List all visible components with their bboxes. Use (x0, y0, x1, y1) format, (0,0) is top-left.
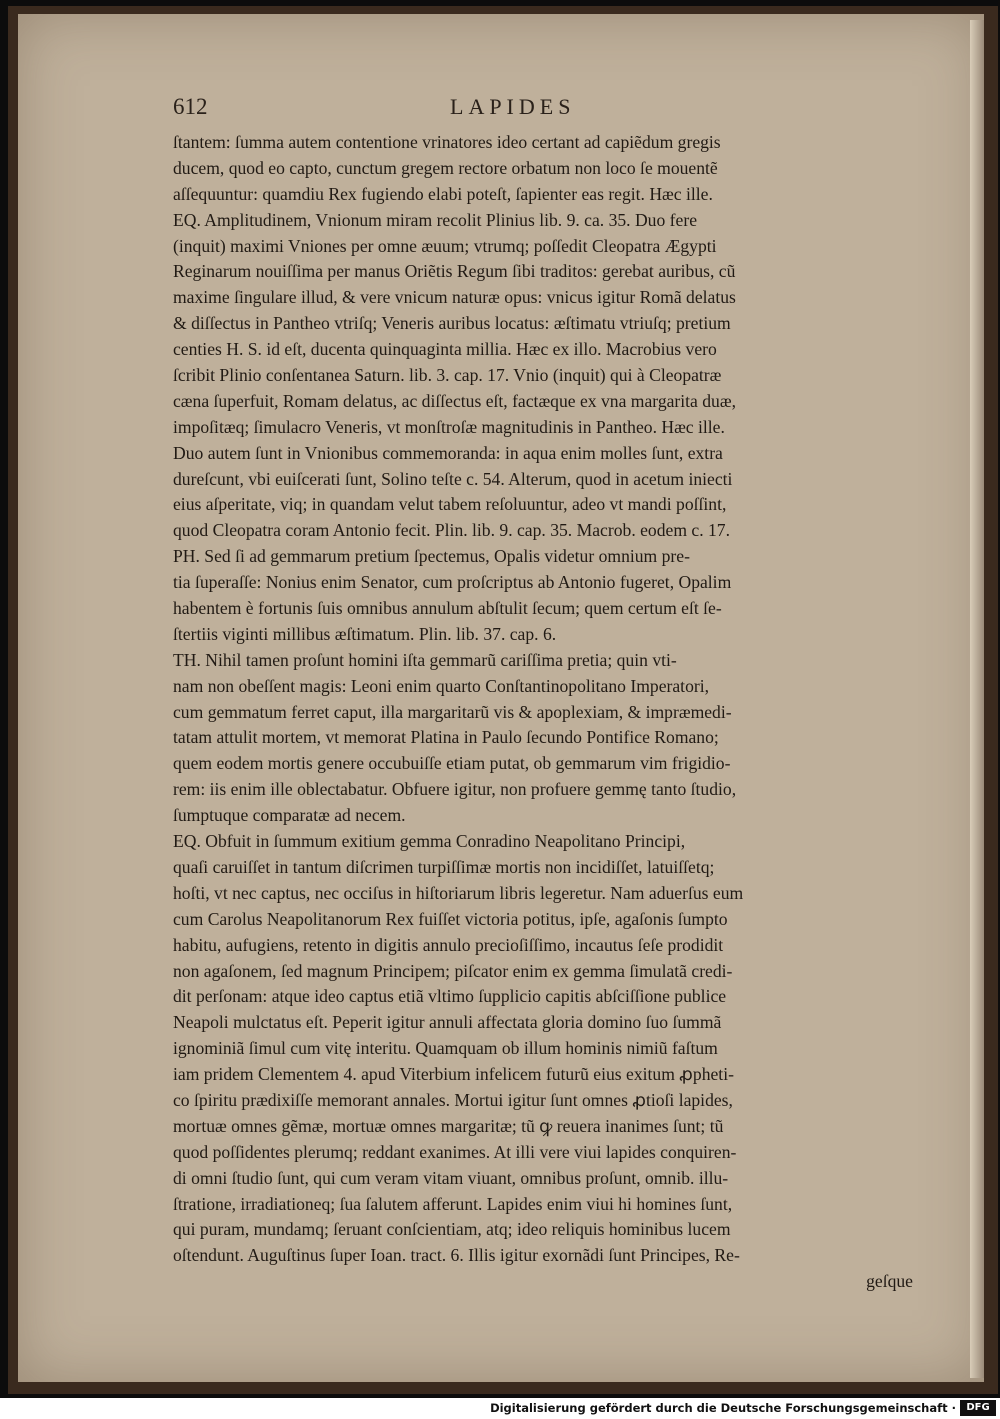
text-line: tatam attulit mortem, vt memorat Platina in Paulo ſecundo Pontifice Romano; (173, 727, 719, 748)
text-line: ſtantem: ſumma autem contentione vrinatores ideo certant ad capiẽdum gregis (173, 132, 721, 152)
text-line: dit perſonam: atque ideo captus etiã vltimo ſupplicio capitis abſciſſione publice (173, 986, 727, 1007)
text-line: cum Carolus Neapolitanorum Rex fuiſſet victoria potitus, ipſe, agaſonis ſumpto (173, 908, 728, 929)
text-line: habitu, aufugiens, retento in digitis annulo precioſiſſimo, incautus ſeſe prodidit (173, 934, 724, 955)
text-line: ignominiã ſimul cum vitę interitu. Quamquam ob illum hominis nimiũ faſtum (173, 1038, 718, 1059)
book-page (18, 14, 984, 1382)
text-line: impoſitæq; ſimulacro Veneris, vt monſtroſæ magnitudinis in Pantheo. Hæc ille. (173, 416, 725, 437)
text-line: (inquit) maximi Vniones per omne æuum; vtrumq; poſſedit Cleopatra Ægypti (173, 235, 717, 256)
text-line: aſſequuntur: quamdiu Rex fugiendo elabi poteſt, ſapienter eas regit. Hæc ille. (173, 183, 713, 204)
text-line: Reginarum nouiſſima per manus Oriẽtis Regum ſibi traditos: gerebat auribus, cũ (173, 261, 736, 282)
text-line: qui puram, mundamq; ſeruant conſcientiam, atq; ideo reliquis hominibus lucem (173, 1219, 731, 1240)
funding-credit: Digitalisierung gefördert durch die Deutsche Forschungsgemeinschaft · (490, 1401, 956, 1415)
dfg-logo: DFG (960, 1400, 996, 1416)
digitization-footer (0, 1398, 1000, 1419)
text-line: dureſcunt, vbi euiſcerati ſunt, Solino teſte c. 54. Alterum, quod in acetum iniecti (173, 468, 733, 489)
text-line: cæna ſuperfuit, Romam delatus, ac diſſectus eſt, factæque ex vna margarita duæ, (173, 390, 736, 411)
body-text (173, 130, 913, 1295)
text-line: non agaſonem, ſed magnum Principem; piſcator enim ex gemma ſimulatã credi- (173, 960, 733, 981)
text-line: hoſti, vt nec captus, nec occiſus in hiſtoriarum libris legeretur. Nam aduerſus eum (173, 882, 744, 903)
text-line: cum gemmatum ferret caput, illa margaritarũ vis & apoplexiam, & impræmedi- (173, 701, 732, 722)
text-line: quod Cleopatra coram Antonio fecit. Plin. lib. 9. cap. 35. Macrob. eodem c. 17. (173, 520, 731, 541)
text-line: nam non obeſſent magis: Leoni enim quarto Conſtantinopolitano Imperatori, (173, 675, 710, 696)
page-number: 612 (173, 94, 208, 119)
catchword: geſque (866, 1271, 913, 1292)
text-line: iam pridem Clementem 4. apud Viterbium infelicem futurũ eius exitum ꝓpheti- (173, 1064, 734, 1085)
text-line: EQ. Obfuit in ſummum exitium gemma Conradino Neapolitano Principi, (173, 831, 686, 852)
text-line: quem eodem mortis genere occubuiſſe etiam putat, ob gemmarum vim frigidio- (173, 753, 731, 774)
text-line: habentem è fortunis ſuis omnibus annulum abſtulit ſecum; quem certum eſt ſe- (173, 598, 722, 619)
running-title: LAPIDES (450, 94, 576, 119)
page-fore-edge (970, 20, 984, 1378)
text-line: EQ. Amplitudinem, Vnionum miram recolit Plinius lib. 9. ca. 35. Duo fere (173, 209, 697, 230)
text-line: PH. Sed ſi ad gemmarum pretium ſpectemus, Opalis videtur omnium pre- (173, 546, 690, 567)
text-line: eius aſperitate, viq; in quandam velut tabem reſoluuntur, adeo vt mandi poſſint, (173, 494, 727, 515)
text-line: quod poſſidentes plerumq; reddant exanimes. At illi vere viui lapides conquiren- (173, 1141, 737, 1162)
text-line: maxime ſingulare illud, & vere vnicum naturæ opus: vnicus igitur Romã delatus (173, 287, 736, 308)
text-line: Neapoli mulctatus eſt. Peperit igitur annuli affectata gloria domino ſuo ſummã (173, 1012, 722, 1033)
text-line: centies H. S. id eſt, ducenta quinquaginta millia. Hæc ex illo. Macrobius vero (173, 339, 717, 360)
text-line: mortuæ omnes gẽmæ, mortuæ omnes margaritæ; tũ ꝙ reuera inanimes ſunt; tũ (173, 1115, 724, 1136)
text-line: ſumptuque comparatæ ad necem. (173, 805, 406, 826)
text-line: ſtratione, irradiationeq; ſua ſalutem afferunt. Lapides enim viui hi homines ſunt, (173, 1193, 733, 1214)
text-line: di omni ſtudio ſunt, qui cum veram vitam viuant, omnibus proſunt, omnib. illu- (173, 1167, 729, 1188)
text-line: oſtendunt. Auguſtinus ſuper Ioan. tract. 6. Illis igitur exornãdi ſunt Principes, Re- (173, 1245, 740, 1266)
text-line: Duo autem ſunt in Vnionibus commemoranda: in aqua enim molles ſunt, extra (173, 442, 723, 463)
text-line: tia ſuperaſſe: Nonius enim Senator, cum proſcriptus ab Antonio fugeret, Opalim (173, 572, 732, 593)
text-line: TH. Nihil tamen proſunt homini iſta gemmarũ cariſſima pretia; quin vti- (173, 649, 677, 670)
text-line: ducem, quod eo capto, cunctum gregem rectore orbatum non loco ſe mouentẽ (173, 157, 718, 178)
text-line: co ſpiritu prædixiſſe memorant annales. Mortui igitur ſunt omnes ꝓtioſi lapides, (173, 1089, 733, 1110)
text-line: & diſſectus in Pantheo vtriſq; Veneris auribus locatus: æſtimatu vtriuſq; pretium (173, 313, 731, 334)
running-head (18, 92, 984, 126)
text-line: ſcribit Plinio conſentanea Saturn. lib. 3. cap. 17. Vnio (inquit) qui à Cleopatræ (173, 365, 722, 386)
text-line: rem: iis enim ille oblectabatur. Obfuere igitur, non profuere gemmę tanto ſtudio, (173, 779, 737, 800)
text-line: ſtertiis viginti millibus æſtimatum. Plin. lib. 37. cap. 6. (173, 623, 557, 644)
text-line: quaſi caruiſſet in tantum diſcrimen turpiſſimæ mortis non incidiſſet, latuiſſetq; (173, 856, 715, 877)
